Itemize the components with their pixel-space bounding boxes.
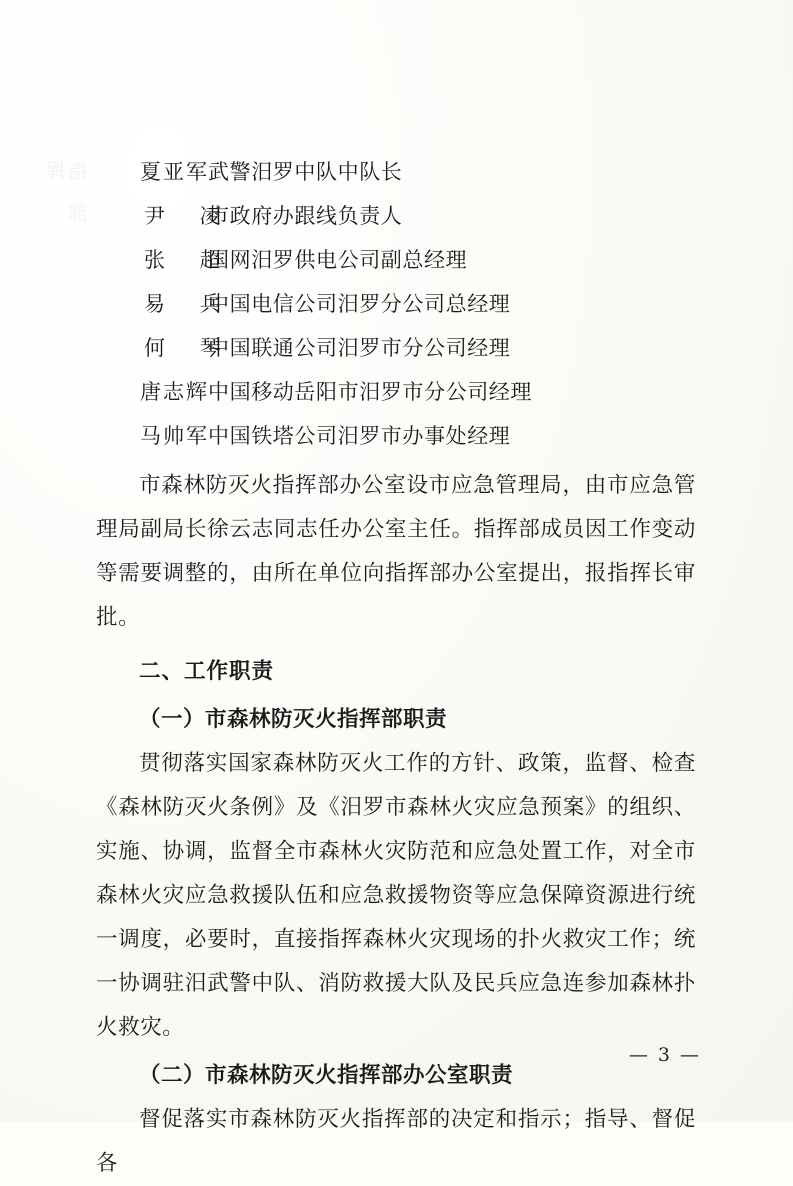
- member-title: 中国移动岳阳市汨罗市分公司经理: [208, 380, 532, 404]
- member-name: 马帅军: [140, 424, 209, 448]
- list-item: [96, 326, 696, 370]
- member-title: 中国电信公司汨罗分公司总经理: [208, 292, 511, 316]
- member-name: 张 超: [144, 248, 235, 272]
- subsection-commission-duties: [96, 698, 696, 1050]
- member-name: 夏亚军: [140, 160, 209, 184]
- member-roster-list: [96, 150, 696, 458]
- member-title: 国网汨罗供电公司副总经理: [208, 248, 468, 272]
- subsection-body-2: 督促落实市森林防灭火指挥部的决定和指示；指导、督促各: [96, 1107, 696, 1176]
- subsection-heading-1: （一）市森林防灭火指挥部职责: [139, 707, 448, 732]
- show-through-marks: 指挥部: [44, 159, 88, 225]
- paragraph-office-arrangement: 市森林防灭火指挥部办公室设市应急管理局，由市应急管理局副局长徐云志同志任办公室主任。指挥部成员因工作变动等需要调整的，由所在单位向指挥部办公室提出，报指挥长审批。: [96, 473, 696, 630]
- subsection-body-1: 贯彻落实国家森林防灭火工作的方针、政策，监督、检查《森林防灭火条例》及《汨罗市森林火灾应急预案》的组织、实施、协调，监督全市森林火灾防范和应急处置工作，对全市森林火灾应急救援队伍和应急救援物资等应急保障资源进行统一调度，必要时，直接指挥森林火灾现场的扑火救灾工作；统一协调驻汨武警中队、消防救援大队及民兵应急连参加森林扑火救灾。: [96, 751, 696, 1040]
- member-name: 何 琴: [144, 336, 235, 360]
- list-item: [96, 414, 696, 458]
- list-item: [96, 370, 696, 414]
- member-name: 唐志辉: [140, 380, 209, 404]
- member-name: 尹 凌: [144, 204, 235, 228]
- member-title: 市政府办跟线负责人: [208, 204, 403, 228]
- list-item: [96, 238, 696, 282]
- page-number: — 3 —: [628, 1044, 701, 1066]
- section-heading-duties: 二、工作职责: [139, 659, 275, 684]
- page-content: [96, 150, 696, 1186]
- member-name: 易 兵: [144, 292, 235, 316]
- subsection-heading-2: （二）市森林防灭火指挥部办公室职责: [139, 1063, 514, 1088]
- subsection-office-duties: [96, 1054, 696, 1186]
- member-title: 中国铁塔公司汨罗市办事处经理: [208, 424, 511, 448]
- member-title: 武警汨罗中队中队长: [208, 160, 403, 184]
- list-item: [96, 150, 696, 194]
- list-item: [96, 194, 696, 238]
- list-item: [96, 282, 696, 326]
- member-title: 中国联通公司汨罗市分公司经理: [208, 336, 511, 360]
